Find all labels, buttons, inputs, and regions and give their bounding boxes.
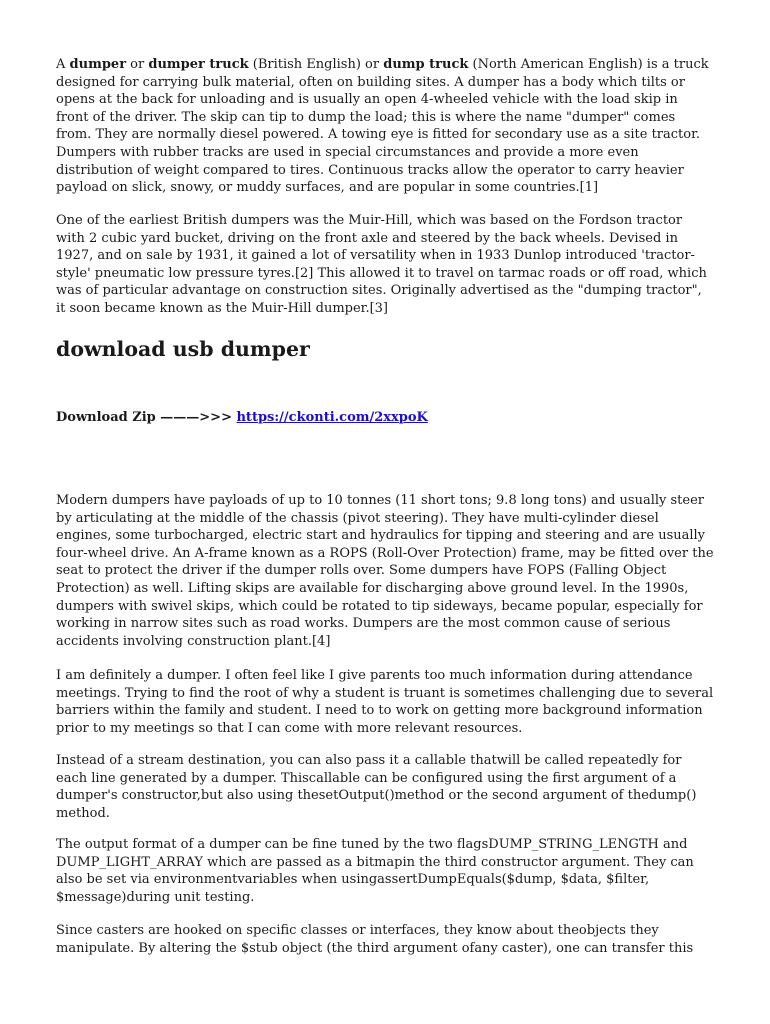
modern-dumpers-paragraph: Modern dumpers have payloads of up to 10 tonnes (11 short tons; 9.8 long tons) and usually steer by articulating at the middle of the chassis (pivot steering). They have multi-cylinder diesel engines, some turbocharged, electric start and hydraulics for tipping and steering and are usually four-wheel drive. An A-frame known as a ROPS (Roll-Over Protection) frame, may be fitted over the seat to protect the driver if the dumper rolls over. Some dumpers have FOPS (Falling Object Protection) as well. Lifting skips are available for discharging above ground level. In the 1990s, dumpers with swivel skips, which could be rotated to tip sideways, became popular, especially for working in narrow sites such as road works. Dumpers are the most common cause of serious accidents involving construction plant.[4] [56,493,714,649]
section-heading: download usb dumper [56,337,310,361]
download-line [56,409,428,426]
personal-paragraph: I am definitely a dumper. I often feel like I give parents too much information during attendance meetings. Trying to find the root of why a student is truant is sometimes challenging due to several barriers within the family and student. I need to to work on getting more background information prior to my meetings so that I can come with more relevant resources. [56,668,714,736]
term-dumper-truck: dumper truck [148,57,249,72]
text-run: (North American English) is a truck designed for carrying bulk material, often on building sites. A dumper has a body which tilts or opens at the back for unloading and is usually an open 4-wheeled vehicle with the load skip in front of the driver. The skip can tip to dump the load; this is where the name "dumper" comes from. They are normally diesel powered. A towing eye is fitted for secondary use as a site tractor. Dumpers with rubber tracks are used in special circumstances and provide a more even distribution of weight compared to tires. Continuous tracks allow the operator to carry heavier payload on slick, snowy, or muddy surfaces, and are popular in some countries.[1] [56,57,709,196]
term-dump-truck: dump truck [383,57,469,72]
casters-paragraph: Since casters are hooked on specific classes or interfaces, they know about theobjects they manipulate. By altering the $stub object (the third argument ofany caster), one can transfer this [56,923,694,956]
intro-paragraph [56,56,714,197]
history-paragraph: One of the earliest British dumpers was the Muir-Hill, which was based on the Fordson tractor with 2 cubic yard bucket, driving on the front axle and steered by the back wheels. Devised in 1927, and on sale by 1931, it gained a lot of versatility when in 1933 Dunlop introduced 'tractor-style' pneumatic low pressure tyres.[2] This allowed it to travel on tarmac roads or off road, which was of particular advantage on construction sites. Originally advertised as the "dumping tractor", it soon became known as the Muir-Hill dumper.[3] [56,213,707,316]
text-run: or [126,57,149,72]
term-dumper: dumper [69,57,127,72]
download-label: Download Zip ———>>> [56,410,237,425]
download-link[interactable]: https://ckonti.com/2xxpoK [236,410,428,425]
callable-paragraph: Instead of a stream destination, you can also pass it a callable thatwill be called repeatedly for each line generated by a dumper. Thiscallable can be configured using the first argument of a dumper's constructor,but also using thesetOutput()method or the second argument of thedump() method. [56,753,697,821]
output-format-paragraph: The output format of a dumper can be fine tuned by the two flagsDUMP_STRING_LENGTH and DUMP_LIGHT_ARRAY which are passed as a bitmapin the third constructor argument. They can also be set via environmentvariables when usingassertDumpEquals($dump, $data, $filter, $message)during unit testing. [56,837,694,905]
text-run: A [56,57,70,72]
text-run: (British English) or [248,57,384,72]
